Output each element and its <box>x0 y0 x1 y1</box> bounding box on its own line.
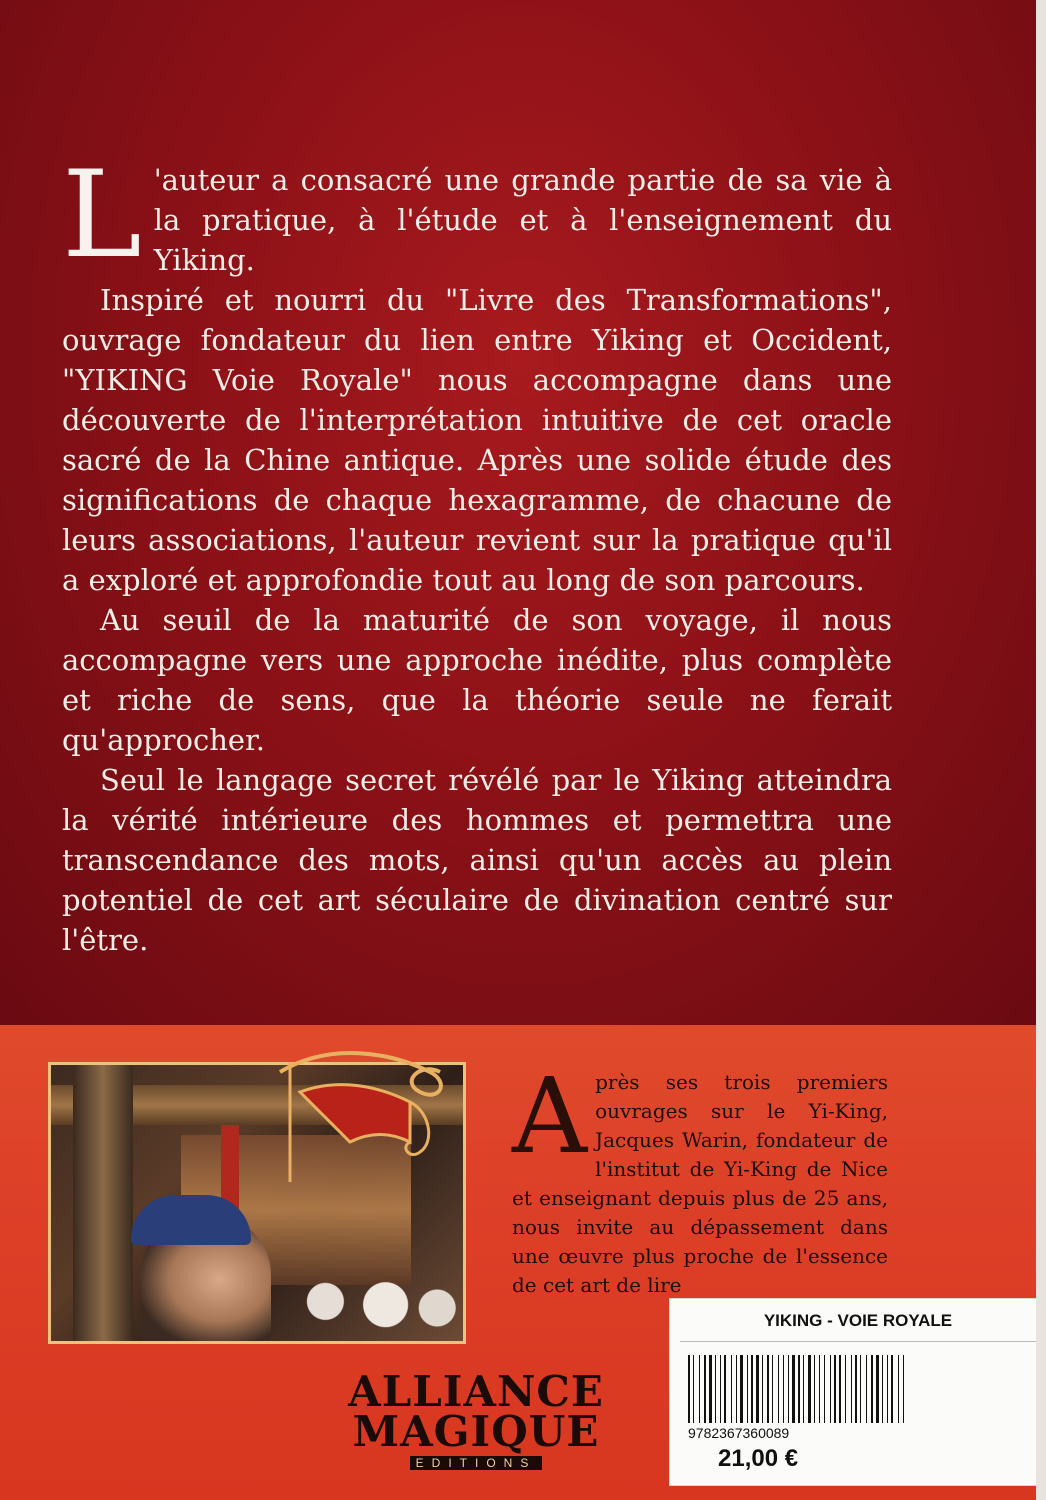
barcode-bar <box>882 1355 883 1423</box>
barcode-bar <box>834 1355 836 1423</box>
barcode-bar <box>860 1355 861 1423</box>
page-edge <box>1036 0 1046 1500</box>
barcode-bar <box>688 1355 690 1423</box>
drop-cap-l: L <box>62 146 142 285</box>
barcode-bar <box>824 1355 825 1423</box>
barcode-bar <box>851 1355 852 1423</box>
barcode-bar <box>903 1355 904 1423</box>
blurb-paragraph-4: Seul le langage secret révélé par le Yiking atteindra la vérité intérieure des hommes et permettra une transcendance des mots, ainsi qu'un accès au plein potentiel de cet art séculaire de divination centré sur l'être. <box>62 763 892 957</box>
isbn-number: 9782367360089 <box>688 1425 790 1441</box>
blurb-paragraph-2: Inspiré et nourri du "Livre des Transformations", ouvrage fondateur du lien entre Yiking et Occident, "YIKING Voie Royale" nous accompagne dans une découverte de l'interprétation intuitive de cet oracle sacré de la Chine antique. Après une solide étude des significations de chaque hexagramme, de chacune de leurs associations, l'auteur revient sur la pratique qu'il a exploré et approfondie tout au long de son parcours. <box>62 283 892 597</box>
barcode-bar <box>792 1355 795 1423</box>
barcode-bar <box>845 1355 846 1423</box>
barcode-bar <box>704 1355 706 1423</box>
barcode-bar <box>898 1355 899 1423</box>
barcode-bar <box>756 1355 759 1423</box>
barcode-bar <box>747 1355 748 1423</box>
barcode-bar <box>778 1355 779 1423</box>
sticker-divider <box>680 1341 1037 1342</box>
publisher-name-line1: ALLIANCE <box>348 1367 604 1416</box>
blurb-paragraph-1-text: 'auteur a consacré une grande partie de sa vie à la pratique, à l'étude et à l'enseignement du Yiking. <box>153 163 892 277</box>
blurb-paragraph-1 <box>62 146 892 285</box>
publisher-editions: EDITIONS <box>410 1456 543 1470</box>
barcode-bar <box>798 1355 800 1423</box>
photo-carved-pillar <box>73 1065 133 1341</box>
barcode-bar <box>751 1355 753 1423</box>
main-blurb <box>62 146 892 960</box>
barcode-bar <box>715 1355 716 1423</box>
barcode-bar <box>819 1355 820 1423</box>
barcode-bar <box>772 1355 773 1423</box>
price-value: 21,00 € <box>718 1445 799 1472</box>
barcode-bar <box>783 1355 784 1423</box>
barcode-bar <box>891 1355 893 1423</box>
barcode-bar <box>808 1355 811 1423</box>
barcode-bar <box>709 1355 712 1423</box>
scroll-ornament <box>270 1032 470 1192</box>
barcode <box>686 1355 910 1423</box>
barcode-bar <box>693 1355 694 1423</box>
author-blurb-text: près ses trois premiers ouvrages sur le Yi-King, Jacques Warin, fondateur de l'institut de Yi-King de Nice et enseignant depuis plus de 25 ans, nous invite au dépassement dans une œuvre plus proche de l'essence de cet art de lire <box>512 1070 888 1297</box>
publisher-name-line2 <box>346 1407 606 1456</box>
publisher-name-line2-text: MAGIQUE <box>352 1407 600 1456</box>
barcode-bar <box>830 1355 831 1423</box>
barcode-bar <box>803 1355 804 1423</box>
barcode-bar <box>855 1355 857 1423</box>
barcode-bar <box>814 1355 815 1423</box>
publisher-logo <box>346 1367 606 1472</box>
barcode-bar <box>876 1355 879 1423</box>
barcode-bar <box>724 1355 726 1423</box>
photo-stone-ornaments <box>291 1275 463 1341</box>
barcode-bar <box>699 1355 700 1423</box>
price-sticker <box>669 1298 1046 1486</box>
barcode-bar <box>720 1355 721 1423</box>
drop-cap-a: A <box>512 1055 588 1177</box>
blurb-paragraph-3: Au seuil de la maturité de son voyage, il nous accompagne vers une approche inédite, plus complète et riche de sens, que la théorie seule ne ferait qu'approcher. <box>62 603 892 757</box>
barcode-bar <box>736 1355 737 1423</box>
barcode-bar <box>731 1355 732 1423</box>
barcode-bar <box>887 1355 888 1423</box>
barcode-bar <box>788 1355 789 1423</box>
barcode-bar <box>866 1355 867 1423</box>
barcode-bar <box>762 1355 763 1423</box>
barcode-bar <box>871 1355 873 1423</box>
author-blurb-paragraph <box>512 1055 888 1300</box>
sticker-title: YIKING - VOIE ROYALE <box>763 1311 953 1330</box>
barcode-bar <box>839 1355 841 1423</box>
barcode-bar <box>767 1355 769 1423</box>
author-blurb <box>512 1055 888 1300</box>
barcode-bar <box>740 1355 743 1423</box>
